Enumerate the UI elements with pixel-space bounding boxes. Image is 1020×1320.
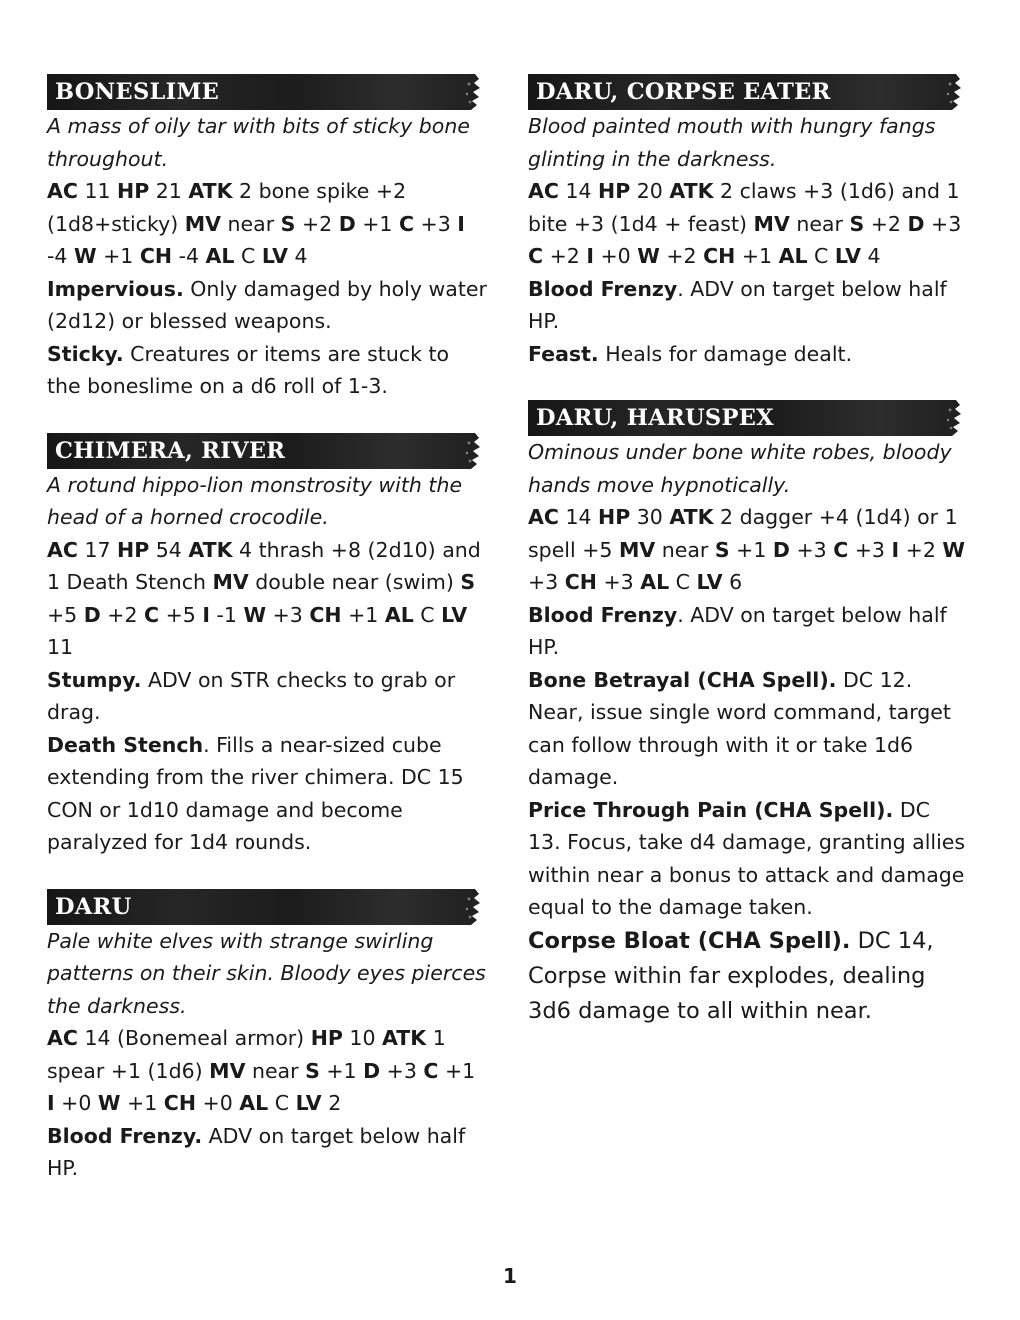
trait — [47, 729, 487, 859]
section-banner — [528, 400, 968, 436]
stat-line: AC 14 HP 20 ATK 2 claws +3 (1d6) and 1 bite +3 (1d4 + feast) MV near S +2 D +3 C +2 I +0 W +2 CH +1 AL C LV 4 — [528, 179, 962, 268]
monster-description: Ominous under bone white robes, bloody hands move hypnotically. — [528, 440, 952, 497]
torn-edge-icon — [938, 400, 968, 436]
trait — [528, 273, 968, 338]
trait-text: DC 14, Corpse within far explodes, dealing 3d6 damage to all within near. — [528, 927, 934, 1024]
torn-edge-icon — [938, 74, 968, 110]
banner-title: DARU, HARUSPEX — [536, 405, 774, 431]
stat-block-daru-haruspex — [528, 400, 968, 1029]
trait-name: Corpse Bloat (CHA Spell). — [528, 927, 851, 954]
stat-line: AC 14 HP 30 ATK 2 dagger +4 (1d4) or 1 spell +5 MV near S +1 D +3 C +3 I +2 W +3 CH +3 AL C LV 6 — [528, 505, 966, 594]
trait-name: Sticky. — [47, 341, 124, 366]
trait-large-wrapper — [528, 924, 968, 1029]
stat-line: AC 17 HP 54 ATK 4 thrash +8 (2d10) and 1 Death Stench MV double near (swim) S +5 D +2 C +5 I -1 W +3 CH +1 AL C LV 11 — [47, 537, 481, 659]
banner-title: DARU — [55, 893, 132, 920]
trait — [47, 338, 487, 403]
stat-block-daru — [47, 889, 487, 1185]
trait-text: . ADV on target below half HP. — [528, 602, 947, 659]
stat-block-daru-corpse-eater — [528, 74, 968, 370]
banner-title: BONESLIME — [55, 79, 220, 105]
trait-name: Feast. — [528, 341, 599, 366]
trait-name: Bone Betrayal (CHA Spell). — [528, 667, 837, 692]
torn-edge-icon — [457, 74, 487, 110]
trait-name: Blood Frenzy. — [47, 1123, 203, 1148]
trait-text: Creatures or items are stuck to the boneslime on a d6 roll of 1-3. — [47, 341, 450, 398]
monster-description: A mass of oily tar with bits of sticky bone throughout. — [47, 114, 470, 171]
section-banner — [47, 433, 487, 469]
stat-block-boneslime — [47, 74, 487, 403]
trait-text: ADV on STR checks to grab or drag. — [47, 667, 456, 724]
torn-edge-icon — [457, 889, 487, 925]
trait — [47, 273, 487, 338]
trait-name: Impervious. — [47, 276, 184, 301]
stat-block-chimera-river — [47, 433, 487, 859]
trait-text: . ADV on target below half HP. — [528, 276, 947, 333]
stat-line: AC 14 (Bonemeal armor) HP 10 ATK 1 spear +1 (1d6) MV near S +1 D +3 C +1 I +0 W +1 CH +0 AL C LV 2 — [47, 1026, 476, 1115]
trait-text: Only damaged by holy water (2d12) or blessed weapons. — [47, 276, 487, 333]
stat-line: AC 11 HP 21 ATK 2 bone spike +2 (1d8+sticky) MV near S +2 D +1 C +3 I -4 W +1 CH -4 AL C LV 4 — [47, 179, 465, 268]
trait-text: Heals for damage dealt. — [598, 341, 853, 366]
banner-title: CHIMERA, RIVER — [55, 437, 286, 464]
page-number: 1 — [503, 1264, 517, 1288]
trait-name: Blood Frenzy — [528, 276, 678, 301]
right-column — [528, 74, 968, 1059]
section-banner — [47, 74, 487, 110]
trait-text: DC 12. Near, issue single word command, target can follow through with it or take 1d6 damage. — [528, 667, 951, 789]
trait — [528, 924, 968, 1029]
trait — [528, 599, 968, 664]
trait — [528, 794, 968, 924]
trait-text: . Fills a near-sized cube extending from the river chimera. DC 15 CON or 1d10 damage and become paralyzed for 1d4 rounds. — [47, 732, 464, 854]
trait-name: Death Stench — [47, 732, 204, 757]
left-column — [47, 74, 487, 1215]
trait — [528, 338, 968, 371]
section-banner — [47, 889, 487, 925]
trait — [47, 1120, 487, 1185]
monster-description: Blood painted mouth with hungry fangs glinting in the darkness. — [528, 114, 936, 171]
trait-name: Stumpy. — [47, 667, 142, 692]
trait-name: Price Through Pain (CHA Spell). — [528, 797, 894, 822]
monster-description: A rotund hippo-lion monstrosity with the head of a horned crocodile. — [47, 472, 463, 529]
monster-description: Pale white elves with strange swirling patterns on their skin. Bloody eyes pierces the darkness. — [47, 928, 486, 1018]
trait-text: DC 13. Focus, take d4 damage, granting allies within near a bonus to attack and damage equal to the damage taken. — [528, 797, 966, 919]
trait — [528, 664, 968, 794]
section-banner — [528, 74, 968, 110]
banner-title: DARU, CORPSE EATER — [536, 79, 831, 105]
trait-name: Blood Frenzy — [528, 602, 678, 627]
torn-edge-icon — [457, 433, 487, 469]
trait — [47, 664, 487, 729]
trait-text: ADV on target below half HP. — [47, 1123, 466, 1180]
